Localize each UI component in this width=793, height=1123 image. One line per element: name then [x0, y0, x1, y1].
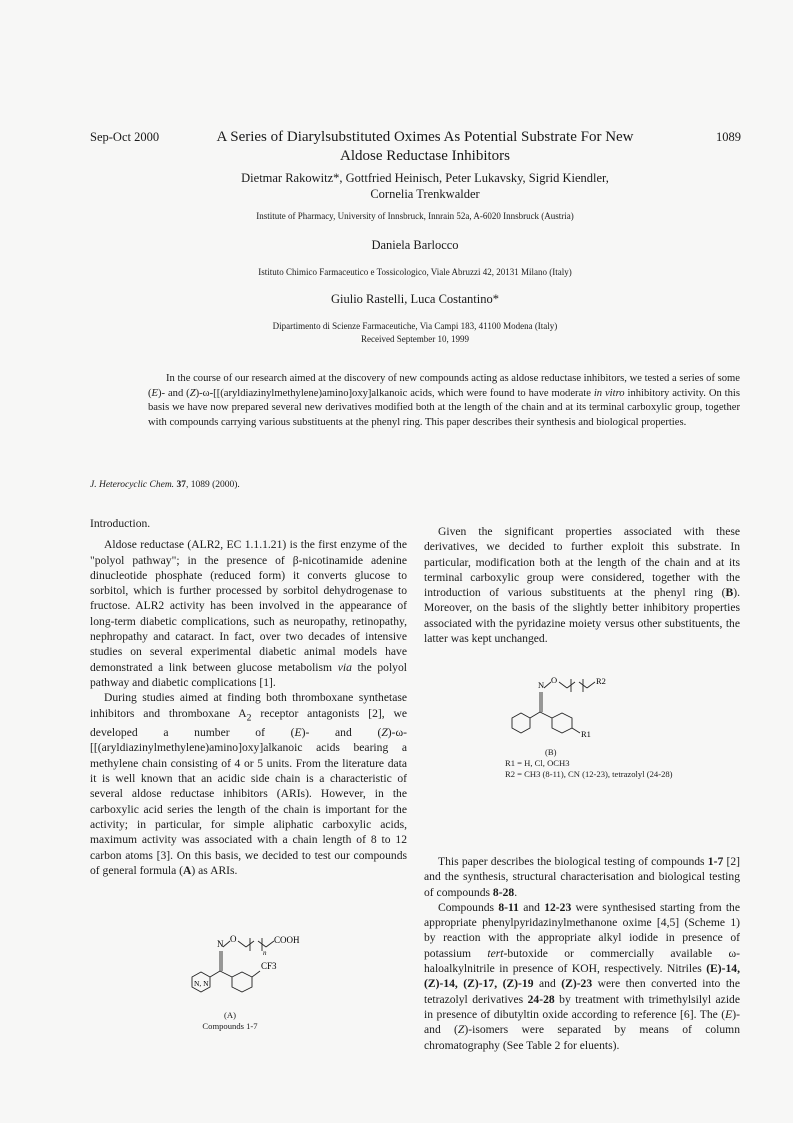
- left-column: [90, 516, 407, 878]
- title-line-1: A Series of Diarylsubstituted Oximes As Potential Substrate For New: [216, 129, 634, 145]
- structure-a-label: (A): [224, 1010, 236, 1020]
- author-group-3: Giulio Rastelli, Luca Costantino*: [330, 292, 500, 306]
- authors-line-1: Dietmar Rakowitz*, Gottfried Heinisch, Peter Lukavsky, Sigrid Kiendler,: [241, 171, 609, 185]
- structure-b-drawing: [505, 668, 725, 742]
- r1-label: R1: [581, 729, 591, 739]
- right-paragraph-1: Given the significant properties associated with these derivatives, we decided to further exploit this substrate. In particular, modification both at the length of the chain and at its terminal carboxylic group were considered, together with the introduction of various substituents at the phenyl ring (B). Moreover, on the basis of the slightly better inhibitory properties associated with the pyridazine moiety versus other substituents, the latter was kept unchanged.: [424, 525, 740, 646]
- author-group-2: Daniela Barlocco: [371, 238, 459, 252]
- running-date: Sep-Oct 2000: [90, 130, 160, 144]
- structure-b-r2: R2 = CH3 (8-11), CN (12-23), tetrazolyl (24-28): [505, 769, 673, 779]
- authors-line-2: Cornelia Trenkwalder: [370, 187, 480, 201]
- structure-a-figure: [170, 925, 330, 1030]
- journal-citation: J. Heterocyclic Chem. 37, 1089 (2000).: [90, 480, 240, 490]
- author-group-1: [190, 170, 660, 202]
- cf3-label: CF3: [261, 961, 277, 971]
- affiliation-1: Institute of Pharmacy, University of Innsbruck, Innrain 52a, A-6020 Innsbruck (Austria): [256, 211, 574, 221]
- abstract: In the course of our research aimed at the discovery of new compounds acting as aldose reductase inhibitors, we tested a series of some (E)- and (Z)-ω-[[(aryldiazinylmethylene)amino]oxy]alkanoic acids, which were found to have moderate in vitro inhibitory activity. On this basis we have now prepared several new derivatives modified both at the length of the chain and at its terminal carboxylic group, together with compounds carrying various substituents at the phenyl ring. This paper describes their synthesis and biological properties.: [148, 373, 740, 428]
- intro-paragraph-2: During studies aimed at finding both thromboxane synthetase inhibitors and thromboxane $A_2$ receptor antagonists [2], we developed a number of (E)- and (Z)-ω-[[(aryldiazinylmethylene)amino]oxy]alkanoic acids bearing a methylene chain consisting of 4 or 5 units. From the literature data it is well known that an acidic side chain is a characteristic of several aldose reductase inhibitors (ARIs). However, in the carboxylic acid series the length of the chain is important for the activity; in particular, for simple aliphatic carboxylic acids, maximum activity was associated with a chain length of 8 to 12 carbon atoms [3]. On this basis, we decided to test our compounds of general formula (A) as ARIs.: [90, 691, 407, 877]
- cooh-label: COOH: [274, 935, 300, 945]
- intro-paragraph-1: Aldose reductase (ALR2, EC 1.1.1.21) is the first enzyme of the "polyol pathway"; in the presence of β-nicotinamide adenine dinucleotide phosphate (reduced form) it converts glucose to sorbitol, which is further processed by sorbitol dehydrogenase to fructose. ALR2 activity has been involved in the appearance of long-term diabetic complications, such as neuropathy, retinopathy, nephropathy and cataract. In fact, over two decades of intensive studies on several experimental diabetic animal models have demonstrated a link between glucose metabolism via the polyol pathway and diabetic complications [1].: [90, 538, 407, 689]
- affiliation-2: Istituto Chimico Farmaceutico e Tossicologico, Viale Abruzzi 42, 20131 Milano (Italy): [258, 267, 572, 277]
- structure-a-drawing: [170, 925, 330, 1005]
- phenyl-ring-b: [552, 713, 572, 733]
- o-atom-b: O: [551, 675, 558, 685]
- paper-title: [190, 128, 660, 166]
- affiliation-3: Dipartimento di Scienze Farmaceutiche, Via Campi 183, 41100 Modena (Italy): [272, 321, 558, 331]
- n-subscript: n: [263, 949, 267, 957]
- structure-a-caption: Compounds 1-7: [202, 1021, 258, 1031]
- o-atom: O: [230, 934, 237, 944]
- pyridazine-ring: [512, 713, 530, 733]
- ring-nitrogen-label: N, N: [194, 979, 209, 988]
- title-line-2: Aldose Reductase Inhibitors: [340, 148, 510, 164]
- right-column-top: [424, 524, 740, 646]
- section-heading: Introduction.: [90, 517, 151, 530]
- structure-b-label: (B): [545, 747, 557, 757]
- right-paragraph-2: This paper describes the biological testing of compounds 1-7 [2] and the synthesis, structural characterisation and biological testing of compounds 8-28.: [424, 855, 740, 899]
- right-column-bottom: [424, 854, 740, 1053]
- structure-b-figure: [505, 668, 725, 778]
- r2-label: R2: [596, 676, 606, 686]
- structure-b-r1: R1 = H, Cl, OCH3: [505, 758, 570, 768]
- phenyl-ring: [232, 972, 252, 992]
- received-date: Received September 10, 1999: [361, 334, 469, 344]
- right-paragraph-3: Compounds 8-11 and 12-23 were synthesised starting from the appropriate phenylpyridazinylmethanone oxime [4,5] (Scheme 1) by reaction with the appropriate alkyl iodide in presence of potassium tert-butoxide or commercially available ω-haloalkylnitrile in presence of KOH, respectively. Nitriles (E)-14, (Z)-14, (Z)-17, (Z)-19 and (Z)-23 were then converted into the tetrazolyl derivatives 24-28 by treatment with trimethylsilyl azide in presence of dibutyltin oxide according to reference [6]. The (E)- and (Z)-isomers were separated by means of column chromatography (See Table 2 for eluents).: [424, 900, 741, 1052]
- n-atom-b: N: [538, 680, 545, 690]
- n-atom: N: [217, 939, 224, 949]
- page-number: 1089: [716, 130, 741, 144]
